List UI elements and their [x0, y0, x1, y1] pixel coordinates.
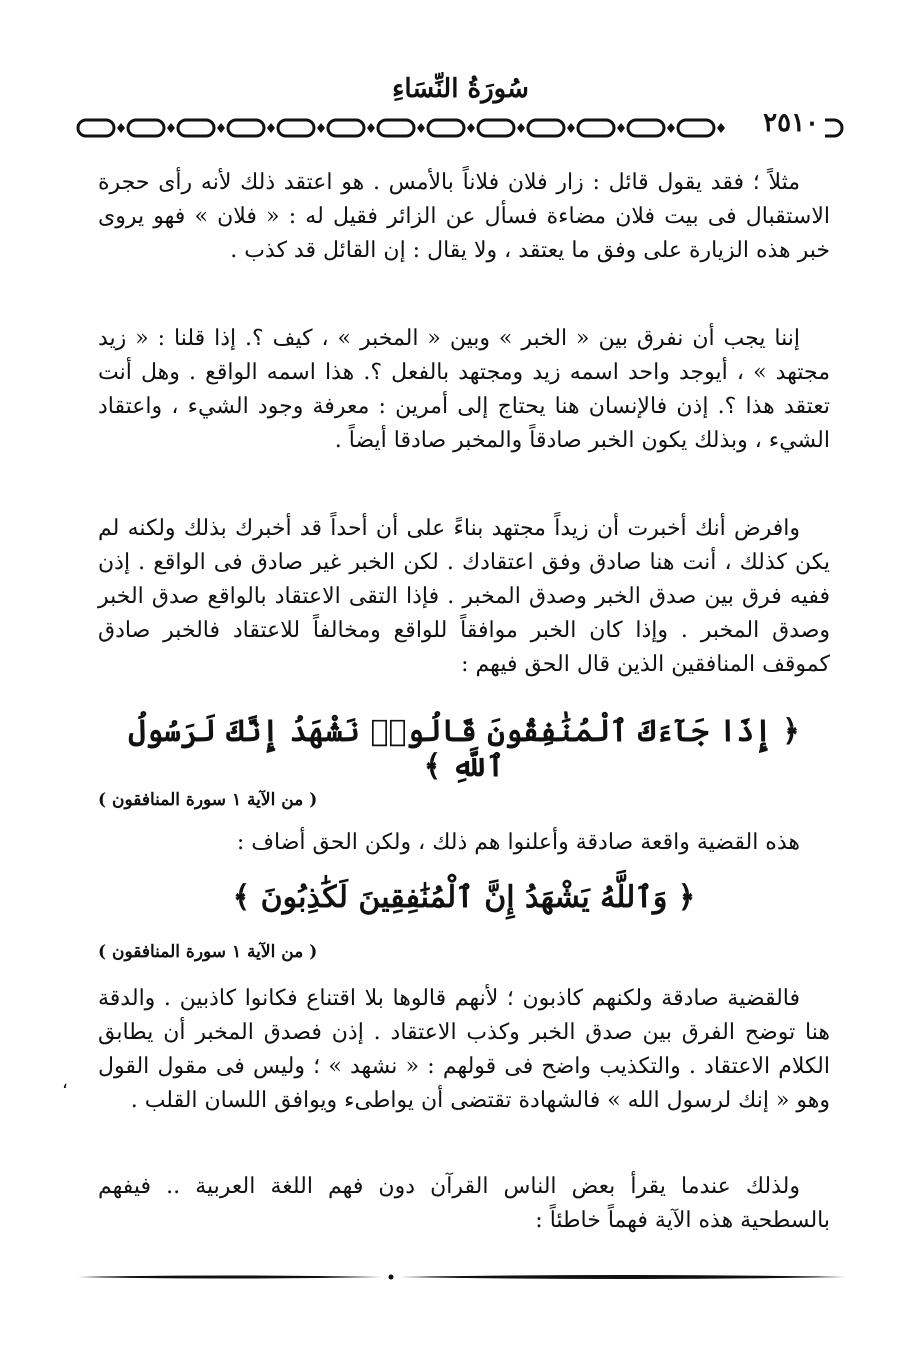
- paragraph-1: [98, 166, 830, 268]
- paragraph-text: هذه القضية واقعة صادقة وأعلنوا هم ذلك ، ولكن الحق أضاف :: [236, 830, 800, 855]
- surah-title: سُورَةُ النِّسَاءِ: [392, 74, 529, 104]
- paragraph-5: [98, 982, 830, 1118]
- footer-divider-icon: [78, 1271, 848, 1283]
- paragraph-4: [98, 826, 830, 860]
- stray-mark: ،: [62, 1072, 68, 1093]
- footer-rule: [78, 1268, 848, 1280]
- paragraph-text: ولذلك عندما يقرأ بعض الناس القرآن دون فهم اللغة العربية .. فيفهم بالسطحية هذه الآية فهماً خاطئاً :: [98, 1174, 830, 1233]
- paragraph-text: مثلاً ؛ فقد يقول قائل : زار فلان فلاناً بالأمس . هو اعتقد ذلك لأنه رأى حجرة الاستقبال فى بيت فلان مضاءة فسأل عن الزائر فقيل له : « فلان » فهو يروى خبر هذه الزيارة على وفق ما يعتقد ، ولا يقال : إن القائل قد كذب .: [98, 170, 830, 263]
- verse-citation-1: ( من الآية ١ سورة المنافقون ): [98, 790, 318, 810]
- ornament-chain-icon: [76, 112, 846, 148]
- paragraph-3: [98, 512, 830, 682]
- verse-citation-2: ( من الآية ١ سورة المنافقون ): [98, 942, 318, 962]
- page-number: ٢٥١٠: [757, 108, 825, 138]
- paragraph-6: [98, 1170, 830, 1238]
- quran-verse-1: ﴿ إِذَا جَآءَكَ ٱلْمُنَٰفِقُونَ قَالُوا۟ نَشْهَدُ إِنَّكَ لَرَسُولُ ٱللَّهِ ﴾: [128, 714, 800, 784]
- ornamental-header-band: [76, 112, 846, 148]
- quran-verse-2: ﴿ وَٱللَّهُ يَشْهَدُ إِنَّ ٱلْمُنَٰفِقِينَ لَكَٰذِبُونَ ﴾: [232, 880, 696, 915]
- paragraph-text: إننا يجب أن نفرق بين « الخبر » وبين « المخبر » ، كيف ؟. إذا قلنا : « زيد مجتهد » ، أيوجد واحد اسمه زيد ومجتهد بالفعل ؟. هذا اسمه الواقع . وهل أنت تعتقد هذا ؟. إذن فالإنسان هنا يحتاج إلى أمرين : معرفة وجود الشيء ، واعتقاد الشيء ، وبذلك يكون الخبر صادقاً والمخبر صادقا أيضاً .: [98, 326, 830, 453]
- paragraph-text: وافرض أنك أخبرت أن زيداً مجتهد بناءً على أن أحداً قد أخبرك بذلك ولكنه لم يكن كذلك ، أنت هنا صادق وفق اعتقادك . لكن الخبر غير صادق فى الواقع . إذن ففيه فرق بين صدق الخبر وصدق المخبر . فإذا التقى الاعتقاد بالواقع صدق الخبر وصدق المخبر . وإذا كان الخبر موافقاً للواقع ومخالفاً للاعتقاد فالخبر صادق كموقف المنافقين الذين قال الحق فيهم :: [98, 516, 830, 677]
- paragraph-text: فالقضية صادقة ولكنهم كاذبون ؛ لأنهم قالوها بلا اقتناع فكانوا كاذبين . والدقة هنا توضح الفرق بين صدق الخبر وكذب الاعتقاد . إذن فصدق المخبر أن يطابق الكلام الاعتقاد . والتكذيب واضح فى قولهم : « نشهد » ؛ وليس فى مقول القول وهو « إنك لرسول الله » فالشهادة تقتضى أن يواطىء ويوافق اللسان القلب .: [98, 986, 830, 1113]
- paragraph-2: [98, 322, 830, 458]
